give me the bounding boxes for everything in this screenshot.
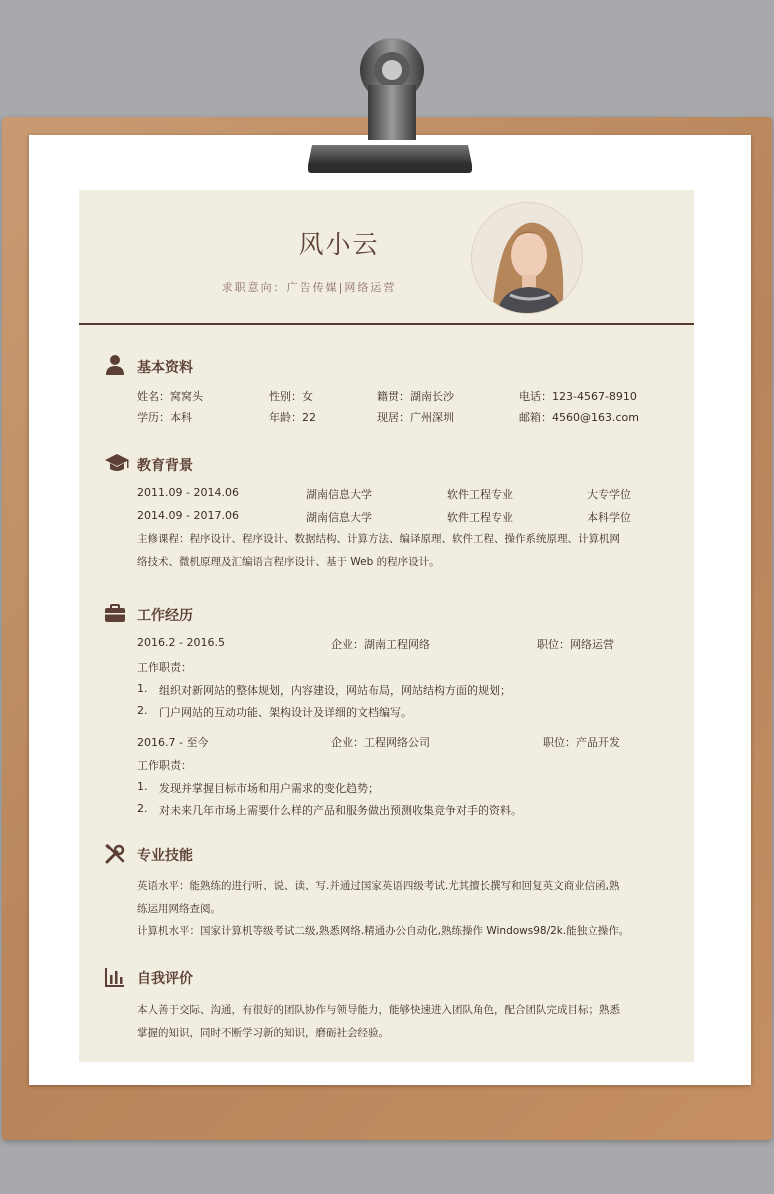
field-gender: 性别：女 bbox=[269, 390, 313, 403]
field-age: 年龄：22 bbox=[269, 411, 316, 424]
job-intent: 求职意向：广告传媒|网络运营 bbox=[221, 281, 397, 294]
job2-period: 2016.7 - 至今 bbox=[137, 736, 209, 749]
section-title-self: 自我评价 bbox=[137, 971, 193, 987]
skills-computer: 计算机水平：国家计算机等级考试二级,熟悉网络.精通办公自动化,熟练操作 Windows98/2k.能独立操作。 bbox=[137, 925, 630, 937]
binder-clip bbox=[300, 25, 480, 175]
bar-chart-icon bbox=[104, 966, 126, 988]
edu-degree-2: 本科学位 bbox=[587, 511, 631, 524]
job2-company: 企业：工程网络公司 bbox=[331, 736, 430, 749]
edu-courses-line2: 络技术、微机原理及汇编语言程序设计、基于 Web 的程序设计。 bbox=[137, 556, 440, 568]
job1-duty-num-2: 2. bbox=[137, 704, 148, 717]
job1-duty-1: 组织对新网站的整体规划，内容建设，网站布局，网站结构方面的规划； bbox=[159, 684, 511, 697]
portrait-photo bbox=[472, 203, 582, 313]
job2-duty-num-1: 1. bbox=[137, 780, 148, 793]
edu-courses-line1: 主修课程：程序设计、程序设计、数据结构、计算方法、编译原理、软件工程、操作系统原理、计算机网 bbox=[137, 533, 620, 545]
section-title-skills: 专业技能 bbox=[137, 848, 193, 864]
edu-period-2: 2014.09 - 2017.06 bbox=[137, 509, 239, 522]
header-divider bbox=[79, 323, 694, 325]
edu-school-2: 湖南信息大学 bbox=[306, 511, 372, 524]
edu-school-1: 湖南信息大学 bbox=[306, 488, 372, 501]
self-line2: 掌握的知识，同时不断学习新的知识，磨砺社会经验。 bbox=[137, 1027, 389, 1039]
job2-duty-2: 对未来几年市场上需要什么样的产品和服务做出预测收集竞争对手的资料。 bbox=[159, 804, 522, 817]
resume-sheet bbox=[79, 190, 694, 1062]
job2-duty-1: 发现并掌握目标市场和用户需求的变化趋势； bbox=[159, 782, 379, 795]
section-title-education: 教育背景 bbox=[137, 458, 193, 474]
candidate-name: 风小云 bbox=[298, 230, 380, 259]
job2-duty-num-2: 2. bbox=[137, 802, 148, 815]
section-title-work: 工作经历 bbox=[137, 608, 193, 624]
job2-duties-label: 工作职责： bbox=[137, 759, 192, 772]
field-phone: 电话：123-4567-8910 bbox=[519, 390, 637, 403]
job1-position: 职位：网络运营 bbox=[537, 638, 614, 651]
tools-icon bbox=[104, 843, 126, 865]
skills-english-line2: 练运用网络查阅。 bbox=[137, 903, 221, 915]
job1-duty-num-1: 1. bbox=[137, 682, 148, 695]
job2-position: 职位：产品开发 bbox=[543, 736, 620, 749]
field-name: 姓名：窝窝头 bbox=[137, 390, 203, 403]
field-residence: 现居：广州深圳 bbox=[377, 411, 454, 424]
section-title-basic: 基本资料 bbox=[137, 360, 193, 376]
avatar bbox=[471, 202, 583, 314]
edu-major-2: 软件工程专业 bbox=[447, 511, 513, 524]
job1-company: 企业：湖南工程网络 bbox=[331, 638, 430, 651]
edu-degree-1: 大专学位 bbox=[587, 488, 631, 501]
self-line1: 本人善于交际、沟通，有很好的团队协作与领导能力，能够快速进入团队角色，配合团队完成目标；熟悉 bbox=[137, 1004, 620, 1016]
field-email: 邮箱：4560@163.com bbox=[519, 411, 639, 424]
user-icon bbox=[104, 354, 126, 376]
field-education: 学历：本科 bbox=[137, 411, 192, 424]
graduation-cap-icon bbox=[104, 452, 130, 474]
field-origin: 籍贯：湖南长沙 bbox=[377, 390, 454, 403]
briefcase-icon bbox=[104, 602, 126, 624]
edu-major-1: 软件工程专业 bbox=[447, 488, 513, 501]
edu-period-1: 2011.09 - 2014.06 bbox=[137, 486, 239, 499]
skills-english-line1: 英语水平：能熟练的进行听、说、读、写.并通过国家英语四级考试.尤其擅长撰写和回复英文商业信函,熟 bbox=[137, 880, 620, 892]
job1-duty-2: 门户网站的互动功能、架构设计及详细的文档编写。 bbox=[159, 706, 412, 719]
job1-period: 2016.2 - 2016.5 bbox=[137, 636, 225, 649]
job1-duties-label: 工作职责： bbox=[137, 661, 192, 674]
